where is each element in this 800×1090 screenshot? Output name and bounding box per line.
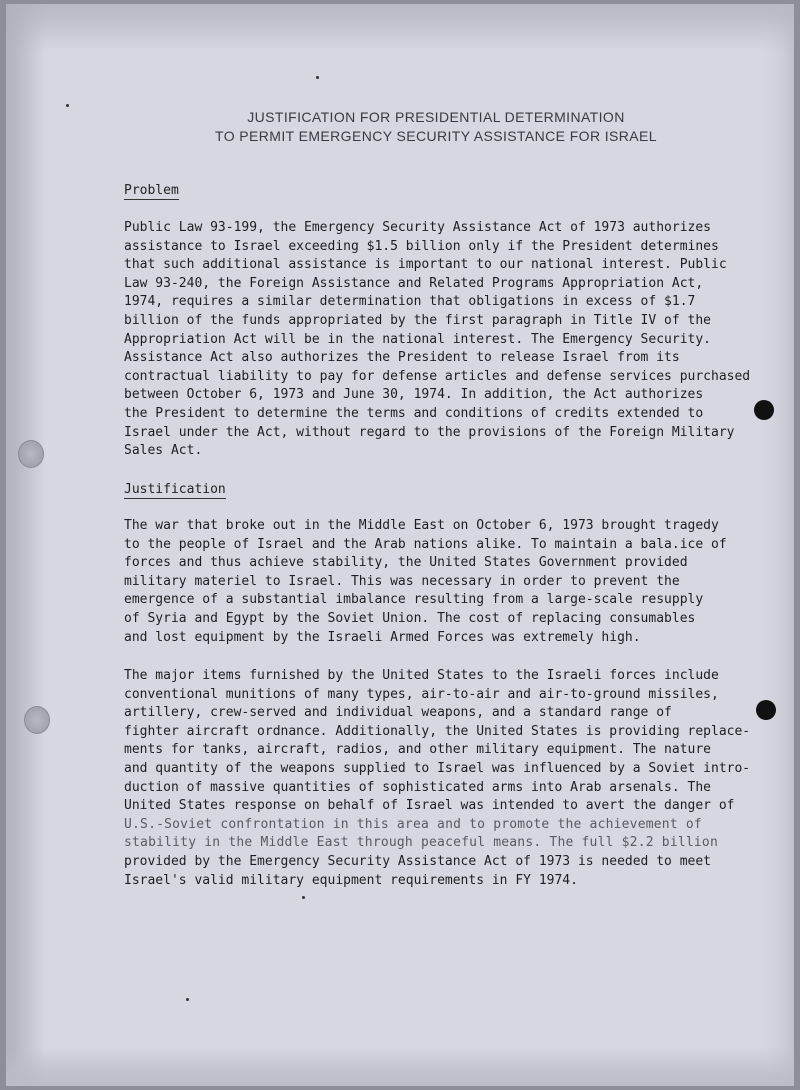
punch-hole-icon xyxy=(24,706,50,734)
text-line: between October 6, 1973 and June 30, 1974. In addition, the Act authorizes xyxy=(124,387,704,403)
text-line: Assistance Act also authorizes the President to release Israel from its xyxy=(124,350,680,366)
justification-paragraph-2 xyxy=(124,667,754,890)
document-page xyxy=(6,4,794,1086)
text-line: 1974, requires a similar determination that obligations in excess of $1.7 xyxy=(124,294,696,310)
document-title xyxy=(156,108,716,146)
text-line: provided by the Emergency Security Assistance Act of 1973 is needed to meet xyxy=(124,853,711,869)
title-line-2: TO PERMIT EMERGENCY SECURITY ASSISTANCE FOR ISRAEL xyxy=(215,128,657,144)
text-line: Public Law 93-199, the Emergency Security Assistance Act of 1973 authorizes xyxy=(124,220,711,235)
text-line: Appropriation Act will be in the national interest. The Emergency Security. xyxy=(124,331,711,347)
text-line: Law 93-240, the Foreign Assistance and Related Programs Appropriation Act, xyxy=(124,275,704,291)
speck-mark xyxy=(66,104,69,107)
text-line: and lost equipment by the Israeli Armed Forces was extremely high. xyxy=(124,629,641,645)
speck-mark xyxy=(316,76,319,79)
page-bottom-shadow xyxy=(6,1046,794,1086)
text-line: ments for tanks, aircraft, radios, and other military equipment. The nature xyxy=(124,742,711,758)
text-line: forces and thus achieve stability, the United States Government provided xyxy=(124,555,688,571)
text-line: United States response on behalf of Israel was intended to avert the danger of xyxy=(124,798,735,814)
text-line: The major items furnished by the United States to the Israeli forces include xyxy=(124,668,719,683)
problem-paragraph xyxy=(124,219,754,461)
justification-heading: Justification xyxy=(124,482,226,497)
page-left-shadow xyxy=(6,4,46,1086)
text-line: to the people of Israel and the Arab nations alike. To maintain a bala.ice of xyxy=(124,536,727,552)
ink-dot-icon xyxy=(754,400,774,420)
text-line: contractual liability to pay for defense articles and defense services purchased xyxy=(124,368,751,384)
punch-hole-icon xyxy=(18,440,44,468)
text-line: The war that broke out in the Middle East on October 6, 1973 brought tragedy xyxy=(124,518,719,533)
text-line: of Syria and Egypt by the Soviet Union. The cost of replacing consumables xyxy=(124,610,696,626)
text-line: Israel's valid military equipment requirements in FY 1974. xyxy=(124,872,578,888)
text-line: assistance to Israel exceeding $1.5 billion only if the President determines xyxy=(124,238,719,254)
text-line: that such additional assistance is important to our national interest. Public xyxy=(124,257,727,273)
text-line: U.S.-Soviet confrontation in this area and to promote the achievement of xyxy=(124,816,702,832)
text-line: stability in the Middle East through peaceful means. The full $2.2 billion xyxy=(124,835,718,851)
text-line: Sales Act. xyxy=(124,443,203,459)
speck-mark xyxy=(302,896,305,899)
text-line: artillery, crew-served and individual weapons, and a standard range of xyxy=(124,705,672,721)
text-line: conventional munitions of many types, air-to-air and air-to-ground missiles, xyxy=(124,686,719,702)
text-line: and quantity of the weapons supplied to Israel was influenced by a Soviet intro- xyxy=(124,760,751,776)
text-line: billion of the funds appropriated by the first paragraph in Title IV of the xyxy=(124,312,711,328)
speck-mark xyxy=(186,998,189,1001)
text-line: fighter aircraft ordnance. Additionally, the United States is providing replace- xyxy=(124,723,751,739)
ink-dot-icon xyxy=(756,700,776,720)
text-line: the President to determine the terms and conditions of credits extended to xyxy=(124,405,704,421)
problem-heading: Problem xyxy=(124,183,179,198)
text-line: emergence of a substantial imbalance resulting from a large-scale resupply xyxy=(124,592,704,608)
title-line-1: JUSTIFICATION FOR PRESIDENTIAL DETERMINATION xyxy=(247,109,625,125)
justification-paragraph-1 xyxy=(124,517,754,647)
page-top-shadow xyxy=(6,4,794,52)
text-line: duction of massive quantities of sophisticated arms into Arab arsenals. The xyxy=(124,779,711,795)
text-line: military materiel to Israel. This was necessary in order to prevent the xyxy=(124,573,680,589)
text-line: Israel under the Act, without regard to the provisions of the Foreign Military xyxy=(124,424,735,440)
